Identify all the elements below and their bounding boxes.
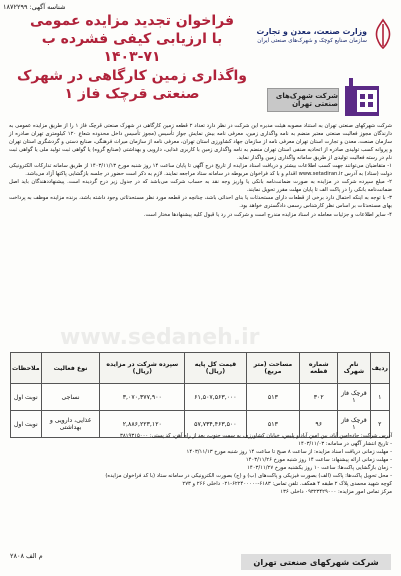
header-row-number: ردیف — [370, 353, 389, 384]
body-paragraph: ۳- با توجه به اینکه احتمال دارد برخی از قطعات دارای مستحدثات یا بنای احداثی باشد، چنانچه در قطعه مورد نظر مستحدثاتی وجود داشته باشد، برنده مزایده موظف به پرداخت بهای مستحدثات بر اساس نظر کارشناس رسمی دادگستری خواهد بود. — [9, 195, 392, 210]
cell-town-name: قرچک فاز ۱ — [338, 384, 370, 411]
cell-activity: نساجی — [41, 384, 100, 411]
announcement-body — [9, 122, 392, 219]
header-base-price: قیمت کل پایه (ریال) — [185, 353, 246, 384]
body-paragraph: ۲- مبلغ سپرده شرکت در مزایده به صورت ضمانت‌نامه بانکی یا واریز وجه نقد به حساب شرکت می‌باشد که در جدول زیر درج گردیده است. پیشنهاد‌دهندگان باید اصل ضمانت‌نامه بانکی را در پاکت الف تا پایان مهلت مقرر تحویل نمایند. — [9, 179, 392, 194]
body-paragraph: ۴- سایر اطلاعات و جزئیات معامله در اسناد مزایده مندرج است و شرکت در رد یا قبول کلیه پیشنهادها مختار است. — [143, 211, 392, 218]
footer-line: کوچه شهید محمدی پلاک ۲ طبقه ۴ همکف. تلفن تماس: ۶۱۸۳-۶۲۲۴۰۰۰۰۰-۰۲۱ داخلی ۲۶۶ و ۲۷۳ — [182, 481, 392, 488]
cell-base-price: ۶۱,۵۰۷,۵۶۳,۰۰۰ — [185, 384, 246, 411]
header-notes: ملاحظات — [11, 353, 42, 384]
company-logo-icon — [343, 76, 381, 120]
cell-town-name: قرچک فاز ۱ — [338, 411, 370, 438]
cell-lot-number: ۹۶ — [300, 411, 338, 438]
header-area: مساحت (متر مربع) — [246, 353, 300, 384]
company-logo — [271, 76, 381, 122]
header-lot-number: شماره قطعه — [300, 353, 338, 384]
lots-table — [10, 352, 390, 438]
footer-line: - محل تحویل پاکت‌ها: پاکت (الف) بصورت فیزیکی و پاکت‌های (ب) و (ج) بصورت الکترونیکی در سامانه ستاد (با کد فراخوان مزایده) — [105, 473, 392, 480]
cell-base-price: ۵۷,۷۳۴,۴۶۳,۵۰۰ — [185, 411, 246, 438]
footer-line: مرکز تماس امور مزایده: ۰۹۳۲۳۴۲۹۰۰۰ داخلی ۱۳۶ — [280, 489, 392, 496]
table-header-row — [11, 353, 390, 384]
cell-activity: غذایی، دارویی و بهداشتی — [41, 411, 100, 438]
footer-info — [9, 432, 392, 496]
header-deposit: سپرده شرکت در مزایده (ریال) — [100, 353, 185, 384]
ad-number: شناسه آگهی: ۱۸۷۲۲۹۹ — [3, 3, 66, 11]
cell-notes: نوبت اول — [11, 411, 42, 438]
header-town-name: نام شهرک — [338, 353, 370, 384]
cell-area: ۵۱۳ — [246, 384, 300, 411]
footer-line: - مهلت زمانی دریافت اسناد مزایده: از ساعت ۸ صبح تا ساعت ۱۴ روز شنبه مورخ ۱۴۰۳/۱۱/۱۳ — [186, 449, 392, 456]
body-paragraph: ۱- متقاضیان می‌توانند جهت کسب اطلاعات بیشتر و دریافت اسناد مزایده از تاریخ درج آگهی تا پایان ساعت ۱۴ روز شنبه مورخ ۱۴۰۳/۱۱/۱۳ از طریق سامانه تدارکات الکترونیکی دولت (ستاد) به آدرس www.setadiran.ir اقدام و با کد فراخوان مربوطه در سامانه ستاد مراجعه نمایند. لازم به ذکر است حضور در جلسه بازگشایی پاکتها آزاد می‌باشد. — [9, 163, 392, 178]
ministry-header — [245, 27, 367, 44]
table-row — [11, 384, 390, 411]
footer-line: - زمان بازگشایی پاکت‌ها: ساعت ۱۰ روز یکشنبه مورخ ۱۴۰۳/۱۱/۲۷ — [247, 465, 392, 472]
cell-row-number: ۲ — [370, 411, 389, 438]
footer-line: - مهلت زمانی ارائه پیشنهاد: ساعت ۱۴ روز شنبه مورخ ۱۴۰۳/۱۱/۲۶ — [245, 457, 392, 464]
company-logo-text: شرکت شهرک‌های صنعتی تهران — [267, 88, 339, 112]
cell-area: ۵۱۳ — [246, 411, 300, 438]
cell-deposit: ۳,۰۷۰,۳۷۷,۹۰۰ — [100, 384, 185, 411]
title-line-1: فراخوان تجدید مزایده عمومی — [29, 13, 235, 29]
ministry-org: سازمان صنایع کوچک و شهرک‌های صنعتی ایران — [257, 38, 367, 44]
body-paragraph: شرکت شهرکهای صنعتی تهران به استناد مصوبه هیئت مدیره این شرکت در نظر دارد تعداد ۲ قطعه زمین کارگاهی در شهرک صنعتی قرچک فاز ۱ را از طریق مزایده عمومی به دارندگان مجوز فعالیت صنعتی معتبر منضم به نامه واگذاری زمین، معرفی نامه بیش نمایش جواز تأسیس (مجوز تأسیس داخل محدوده شعاع ۱۲۰ کیلومتری تهران صادره از سازمان صنعت، معدن و تجارت استان تهران معرفی نامه از سازمان جهاد کشاورزی استان تهران، معرفی نامه از سازمان میراث فرهنگی، صنایع دستی و گردشگری استان تهران و پروانه کسب تولیدی صادره از اتحادیه صنفی استان تهران منضم به نامه واگذاری زمین با کاربری غذایی، دارویی و بهداشتی (صنایع گروه) یا گواهی ثبت تولید ملی یا گواهی ثبت نام در رسته فعالیت تولیدی از طریق سامانه واگذاری زمین واگذار نماید. — [9, 123, 392, 162]
footer-line: - تاریخ انتشار آگهی در سامانه: ۱۴۰۳/۱۱/۰۳ — [298, 441, 392, 448]
ministry-name: وزارت صنعت، معدن و تجارت — [256, 27, 367, 36]
title-line-4: صنعتی قرچک فاز ۱ — [64, 85, 200, 102]
footer-line: آدرس شرکت: جاده‌امین آباد، بین امین آباد و پلیس، خیابان کشاورزی، به سمت جنوب، بعد از راه آهن، کد پستی: ۳۸۱۹۳۱۵۰۰۰ — [120, 433, 392, 439]
cell-row-number: ۱ — [370, 384, 389, 411]
cell-lot-number: ۳۰۲ — [300, 384, 338, 411]
signature-company: شرکت شهرکهای صنعتی تهران — [241, 554, 391, 570]
title-line-2: با ارزیابی کیفی فشرده ب ۷۱-۱۴۰۳ — [41, 31, 223, 66]
ad-code: م الف ۲۸۰۸ — [10, 552, 43, 560]
page-title — [16, 12, 248, 103]
cell-deposit: ۲,۸۸۶,۲۲۳,۱۲۰ — [100, 411, 185, 438]
cell-notes: نوبت اول — [11, 384, 42, 411]
iran-emblem-icon — [371, 18, 395, 50]
watermark: www.sedaneh.ir — [60, 325, 260, 350]
title-line-3: واگذاری زمین کارگاهی در شهرک — [17, 67, 247, 84]
header-activity: نوع فعالیت — [41, 353, 100, 384]
